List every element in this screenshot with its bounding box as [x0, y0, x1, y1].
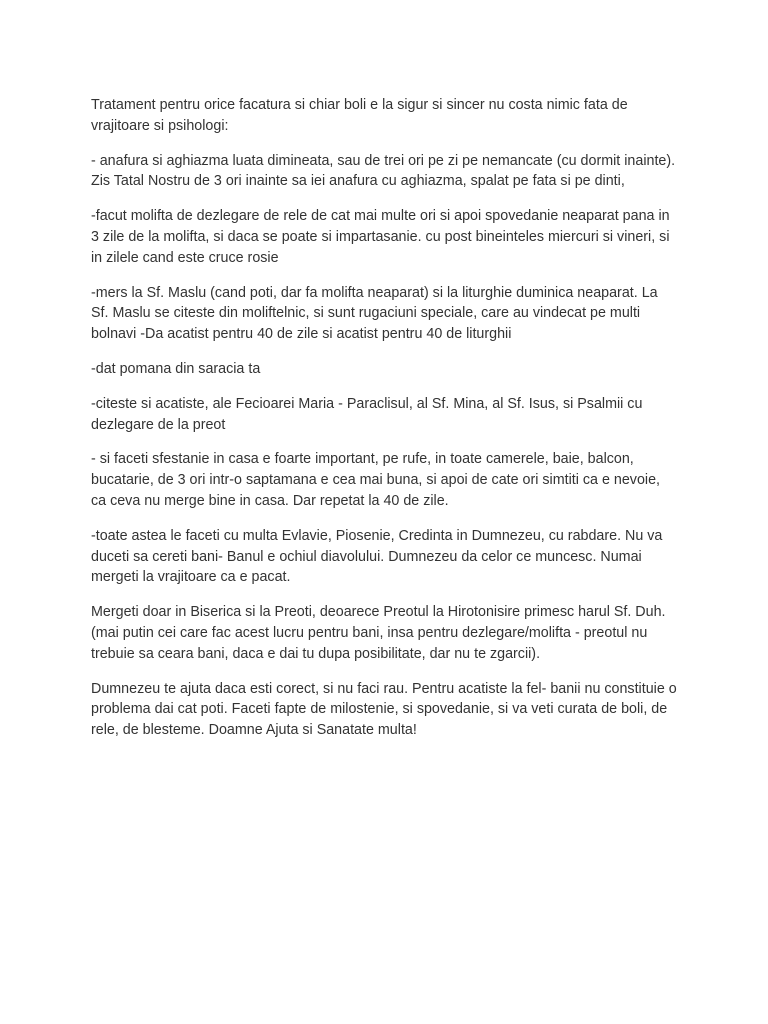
paragraph-closing: Dumnezeu te ajuta daca esti corect, si nu faci rau. Pentru acatiste la fel- banii nu constituie o problema dai cat poti. Faceti fapte de milostenie, si spovedanie, si va veti curata de boli, de rele, de blesteme. Doamne Ajuta si Sanatate multa! [91, 680, 677, 739]
paragraph-maslu: -mers la Sf. Maslu (cand poti, dar fa molifta neaparat) si la liturghie duminica neaparat. La Sf. Maslu se citeste din moliftelnic, si sunt rugaciuni speciale, care au vindecat pe multi bolnavi -Da acatist pentru 40 de zile si acatist pentru 40 de liturghii [91, 284, 658, 343]
paragraph-molifta: -facut molifta de dezlegare de rele de cat mai multe ori si apoi spovedanie neaparat pana in 3 zile de la molifta, si daca se poate si impartasanie. cu post bineinteles miercuri si vineri, si in zilele cand este cruce rosie [91, 208, 670, 266]
paragraph-biserica: Mergeti doar in Biserica si la Preoti, deoarece Preotul la Hirotonisire primesc harul Sf. Duh. (mai putin cei care fac acest lucru pentru bani, insa pentru dezlegare/molifta - preotul nu trebuie sa ceara bani, daca e dai tu dupa posibilitate, dar nu te zgarcii). [91, 604, 666, 662]
paragraph-evlavie: -toate astea le faceti cu multa Evlavie, Piosenie, Credinta in Dumnezeu, cu rabdare. Nu va duceti sa cereti bani- Banul e ochiul diavolului. Dumnezeu da celor ce muncesc. Numai mergeti la vrajitoare ca e pacat. [91, 527, 663, 586]
paragraph-intro: Tratament pentru orice facatura si chiar boli e la sigur si sincer nu costa nimic fata de vrajitoare si psihologi: [91, 97, 628, 134]
paragraph-sfestanie: - si faceti sfestanie in casa e foarte important, pe rufe, in toate camerele, baie, balcon, bucatarie, de 3 ori intr-o saptamana e cea mai buna, si apoi de cate ori simtiti ca e nevoie, ca ceva nu merge bine in casa. Dar repetat la 40 de zile. [91, 451, 661, 509]
paragraph-anafura: - anafura si aghiazma luata dimineata, sau de trei ori pe zi pe nemancate (cu dormit inainte). Zis Tatal Nostru de 3 ori inainte sa iei anafura cu aghiazma, spalat pe fata si pe dinti, [91, 152, 676, 190]
paragraph-pomana: -dat pomana din saracia ta [91, 360, 261, 377]
document-body [91, 95, 679, 755]
paragraph-acatiste: -citeste si acatiste, ale Fecioarei Maria - Paraclisul, al Sf. Mina, al Sf. Isus, si Psalmii cu dezlegare de la preot [91, 395, 643, 433]
